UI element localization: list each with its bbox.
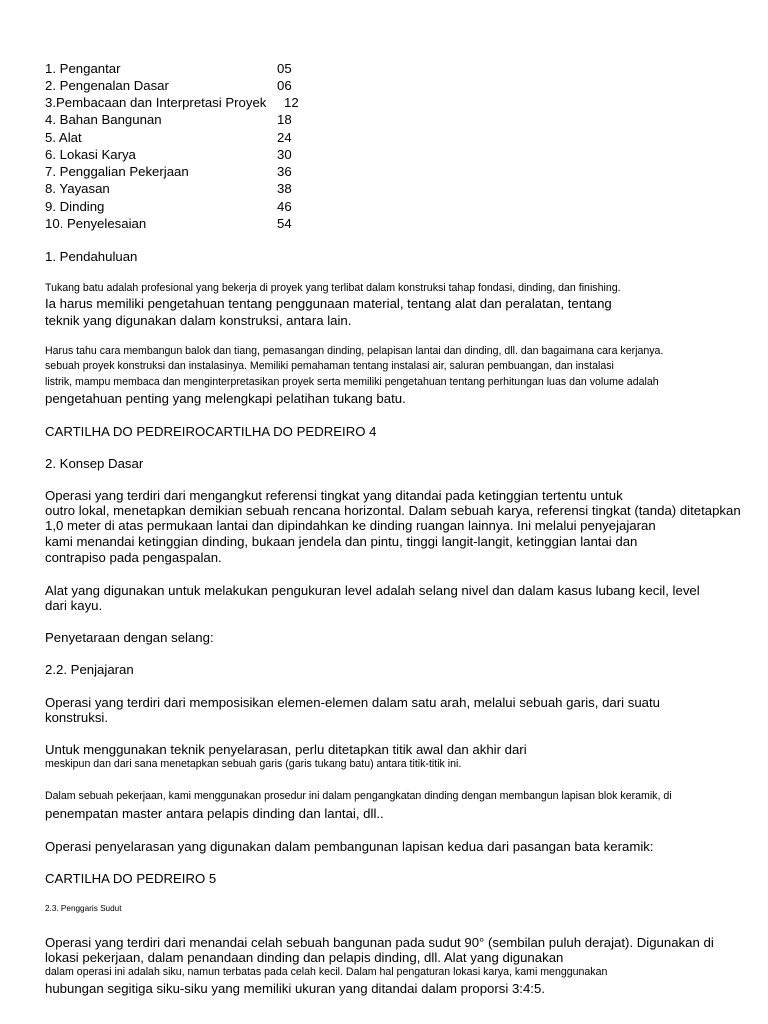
section-heading: 2. Konsep Dasar: [45, 456, 144, 471]
text-line: Operasi yang terdiri dari menandai celah sebuah bangunan pada sudut 90° (sembilan puluh derajat). Digunakan di: [45, 935, 714, 950]
section-heading: 1. Pendahuluan: [45, 249, 138, 264]
text-line: Tukang batu adalah profesional yang bekerja di proyek yang terlibat dalam konstruksi tahap fondasi, dinding, dan finishing.: [45, 282, 621, 294]
toc-page: 12: [284, 95, 299, 110]
toc-label: 8. Yayasan: [45, 181, 110, 196]
text-line: Operasi yang terdiri dari mengangkut referensi tingkat yang ditandai pada ketinggian tertentu untuk: [45, 488, 623, 503]
text-line: dari kayu.: [45, 598, 103, 613]
toc-label: 10. Penyelesaian: [45, 216, 147, 231]
toc-label: 7. Penggalian Pekerjaan: [45, 164, 189, 179]
subsection-heading: 2.3. Penggaris Sudut: [45, 904, 122, 913]
toc-label: 6. Lokasi Karya: [45, 147, 136, 162]
toc-label: 9. Dinding: [45, 199, 105, 214]
text-line: meskipun dan dari sana menetapkan sebuah garis (garis tukang batu) antara titik-titik ini.: [45, 758, 462, 770]
text-line: Ia harus memiliki pengetahuan tentang penggunaan material, tentang alat dan peralatan, tentang: [45, 296, 612, 311]
text-line: Dalam sebuah pekerjaan, kami menggunakan prosedur ini dalam pengangkatan dinding dengan membangun lapisan blok keramik, di: [45, 790, 672, 802]
section-heading: 2.2. Penjajaran: [45, 662, 134, 677]
toc-page: 18: [277, 112, 292, 127]
text-line: Untuk menggunakan teknik penyelarasan, perlu ditetapkan titik awal dan akhir dari: [45, 742, 527, 757]
toc-page: 24: [277, 130, 292, 145]
toc-page: 38: [277, 181, 292, 196]
toc-page: 06: [277, 78, 292, 93]
text-line: contrapiso pada pengaspalan.: [45, 550, 222, 565]
text-line: Penyetaraan dengan selang:: [45, 630, 214, 645]
toc-page: 46: [277, 199, 292, 214]
text-line: pengetahuan penting yang melengkapi pelatihan tukang batu.: [45, 391, 406, 406]
text-line: 1,0 meter di atas permukaan lantai dan dipindahkan ke dinding ruangan lainnya. Ini melalui penyejajaran: [45, 518, 656, 533]
toc-label: 4. Bahan Bangunan: [45, 112, 162, 127]
toc-label: 2. Pengenalan Dasar: [45, 78, 169, 93]
text-line: Alat yang digunakan untuk melakukan pengukuran level adalah selang nivel dan dalam kasus lubang kecil, level: [45, 583, 700, 598]
text-line: Operasi penyelarasan yang digunakan dalam pembangunan lapisan kedua dari pasangan bata keramik:: [45, 839, 654, 854]
text-line: hubungan segitiga siku-siku yang memiliki ukuran yang ditandai dalam proporsi 3:4:5.: [45, 981, 545, 996]
text-line: sebuah proyek konstruksi dan instalasinya. Memiliki pemahaman tentang instalasi air, saluran pembuangan, dan instalasi: [45, 360, 614, 372]
toc-page: 36: [277, 164, 292, 179]
toc-page: 30: [277, 147, 292, 162]
toc-page: 05: [277, 61, 292, 76]
text-line: teknik yang digunakan dalam konstruksi, antara lain.: [45, 313, 352, 328]
toc-page: 54: [277, 216, 292, 231]
toc-label: 5. Alat: [45, 130, 82, 145]
toc-label: 3.Pembacaan dan Interpretasi Proyek: [45, 95, 267, 110]
text-line: dalam operasi ini adalah siku, namun terbatas pada celah kecil. Dalam hal pengaturan lokasi karya, kami menggunakan: [45, 966, 608, 978]
text-line: listrik, mampu membaca dan menginterpretasikan proyek serta memiliki pengetahuan tentang perhitungan luas dan volume adalah: [45, 376, 659, 388]
running-header: CARTILHA DO PEDREIRO 5: [45, 871, 217, 886]
text-line: konstruksi.: [45, 710, 109, 725]
text-line: Harus tahu cara membangun balok dan tiang, pemasangan dinding, pelapisan lantai dan dinding, dll. dan bagaimana cara kerjanya.: [45, 345, 664, 357]
running-header: CARTILHA DO PEDREIROCARTILHA DO PEDREIRO 4: [45, 424, 377, 439]
text-line: outro lokal, menetapkan demikian sebuah rencana horizontal. Dalam sebuah karya, referensi tingkat (tanda) ditetapkan: [45, 503, 741, 518]
text-line: lokasi pekerjaan, dalam penandaan dinding dan pelapis dinding, dll. Alat yang digunakan: [45, 950, 564, 965]
text-line: penempatan master antara pelapis dinding dan lantai, dll..: [45, 806, 384, 821]
text-line: Operasi yang terdiri dari memposisikan elemen-elemen dalam satu arah, melalui sebuah garis, dari suatu: [45, 695, 660, 710]
toc-label: 1. Pengantar: [45, 61, 121, 76]
text-line: kami menandai ketinggian dinding, bukaan jendela dan pintu, tinggi langit-langit, ketinggian lantai dan: [45, 534, 638, 549]
